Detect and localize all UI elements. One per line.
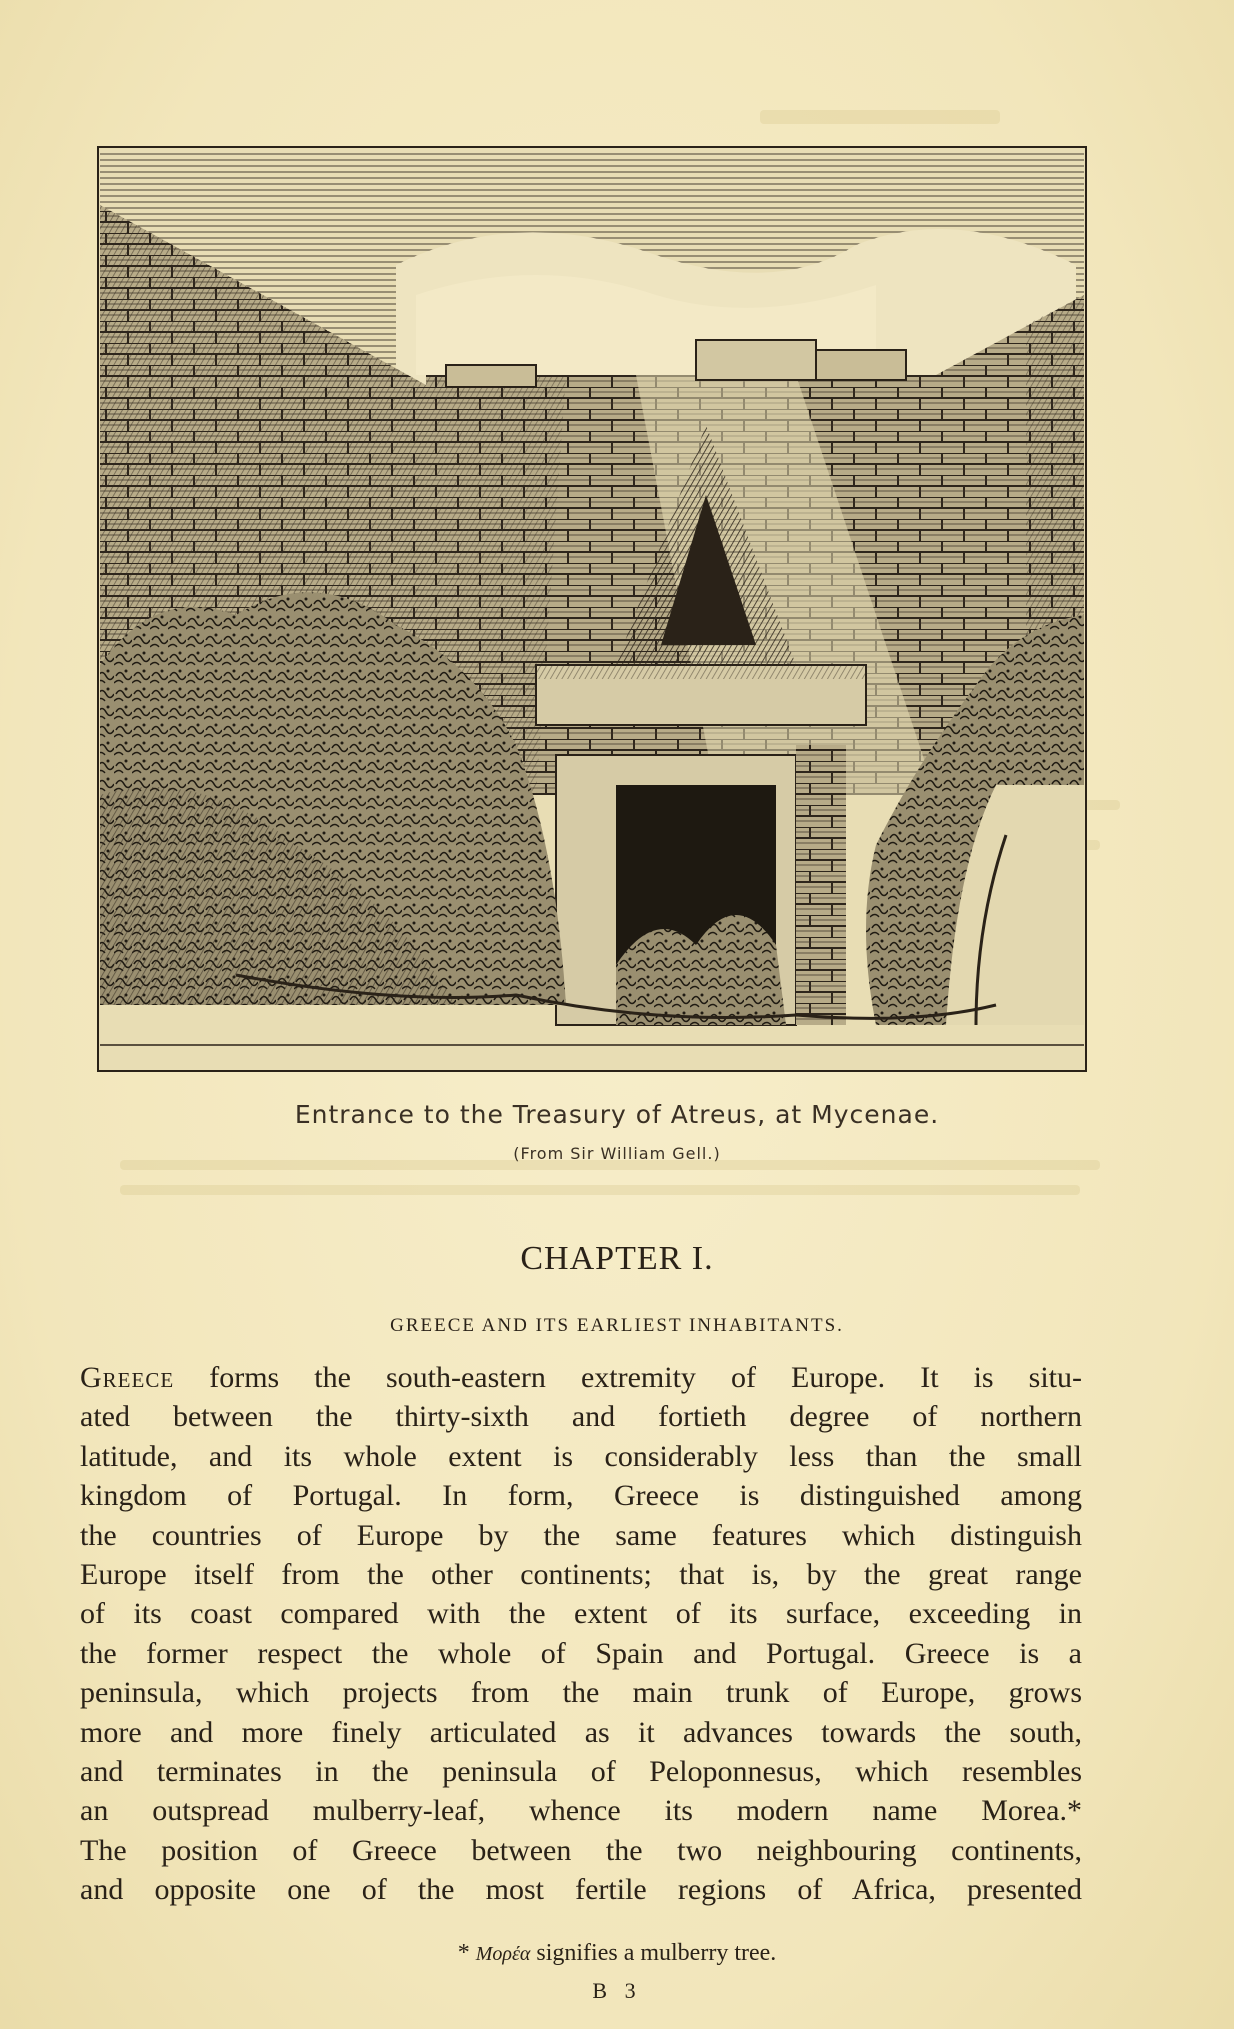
body-line: an outspread mulberry-leaf, whence its modern name Morea.*: [80, 1794, 1082, 1828]
body-line: the former respect the whole of Spain and Portugal. Greece is a: [80, 1636, 1082, 1670]
body-line: ated between the thirty-sixth and fortieth degree of northern: [80, 1400, 1082, 1434]
body-line: and opposite one of the most fertile regions of Africa, presented: [80, 1873, 1082, 1907]
lead-word: Greece: [80, 1361, 175, 1394]
body-line: of its coast compared with the extent of its surface, exceeding in: [80, 1597, 1082, 1631]
illustration-credit: (From Sir William Gell.): [513, 1144, 721, 1163]
body-line: Europe itself from the other continents; that is, by the great range: [80, 1558, 1082, 1592]
body-line: Greece forms the south-eastern extremity of Europe. It is situ-: [80, 1361, 1082, 1394]
signature-mark: B 3: [592, 1978, 642, 2003]
illustration-caption: Entrance to the Treasury of Atreus, at Mycenae.: [294, 1100, 940, 1129]
chapter-title: CHAPTER I.: [520, 1240, 714, 1277]
footnote-text: signifies a mulberry tree.: [530, 1940, 777, 1966]
engraving-illustration: [96, 145, 1088, 1073]
body-line: peninsula, which projects from the main trunk of Europe, grows: [80, 1676, 1082, 1710]
footnote-marker: *: [457, 1940, 470, 1966]
body-line: more and more finely articulated as it advances towards the south,: [80, 1715, 1082, 1749]
footnote-greek-word: Μορέα: [475, 1943, 531, 1965]
body-line: the countries of Europe by the same features which distinguish: [80, 1518, 1082, 1552]
body-line: The position of Greece between the two neighbouring continents,: [80, 1833, 1082, 1867]
body-line: and terminates in the peninsula of Peloponnesus, which resembles: [80, 1755, 1082, 1789]
body-line: kingdom of Portugal. In form, Greece is distinguished among: [80, 1479, 1082, 1513]
body-text: [80, 1358, 1082, 1910]
body-line: latitude, and its whole extent is considerably less than the small: [80, 1439, 1082, 1473]
footnote: [0, 1940, 1234, 1967]
chapter-subtitle: GREECE AND ITS EARLIEST INHABITANTS.: [390, 1315, 844, 1336]
